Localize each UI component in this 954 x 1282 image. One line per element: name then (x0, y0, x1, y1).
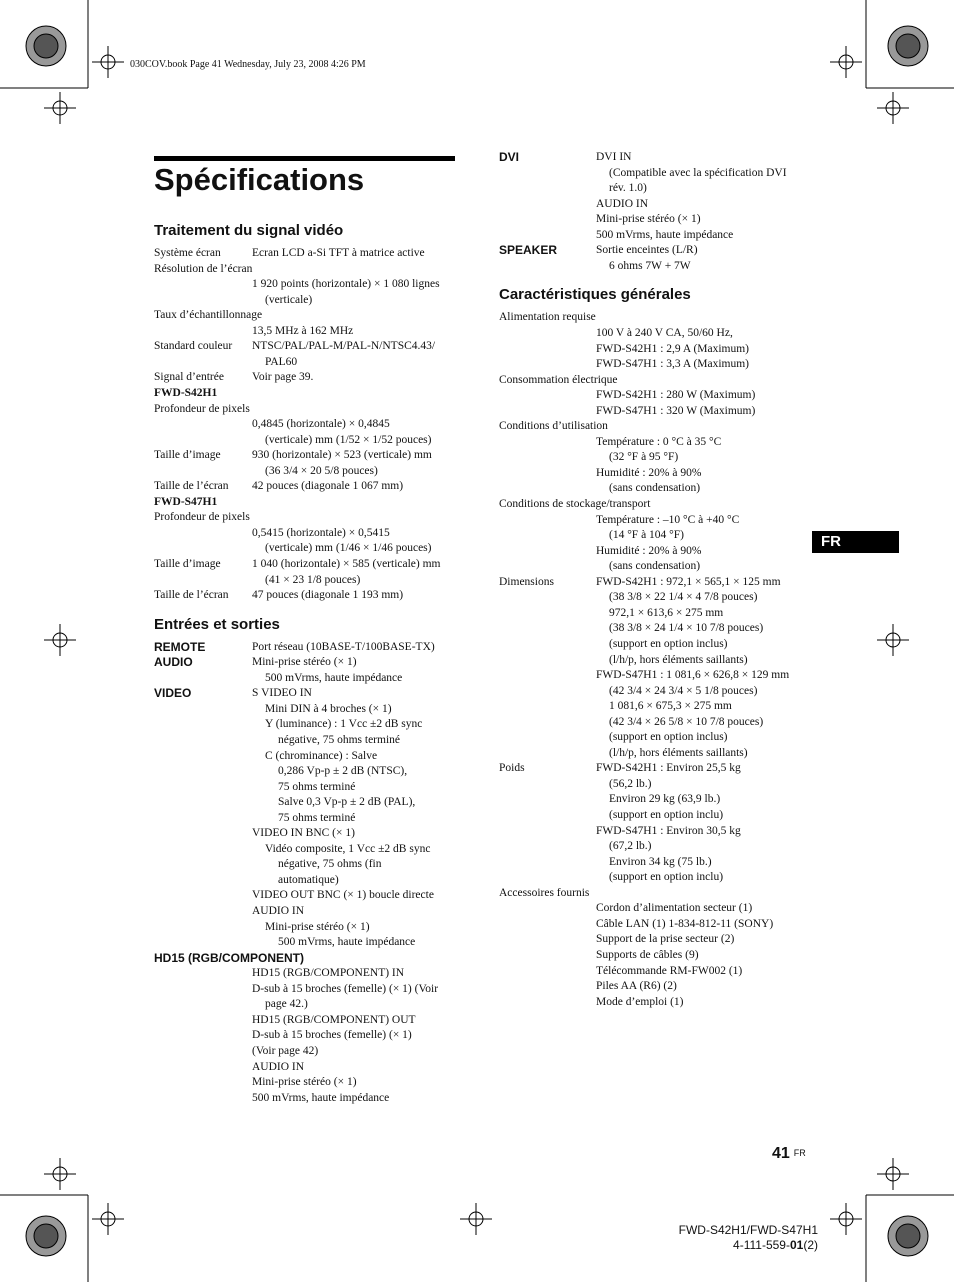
spec-text: (sans condensation) (609, 560, 701, 573)
spec-text: (Compatible avec la spécification DVI (609, 166, 787, 179)
spec-text: (56,2 lb.) (609, 777, 652, 790)
spec-text: AUDIO IN (252, 905, 305, 917)
spec-text: (41 × 23 1/8 pouces) (265, 573, 361, 586)
spec-value: Mini-prise stéréo (× 1) (252, 656, 357, 669)
spec-text: Humidité : 20% à 90% (596, 466, 702, 479)
spec-text: FWD-S42H1 : 2,9 A (Maximum) (596, 342, 750, 355)
spec-text: 13,5 MHz à 162 MHz (252, 324, 354, 337)
spec-text: Mini-prise stéréo (× 1) (252, 1076, 357, 1089)
language-tab (812, 531, 899, 553)
spec-text: Support de la prise secteur (2) (596, 933, 735, 946)
spec-label: DVI (499, 150, 520, 164)
section-heading: Traitement du signal vidéo (154, 222, 344, 239)
footer-code-bold: 01 (789, 1238, 804, 1252)
spec-label: Dimensions (499, 575, 554, 588)
spec-text: D-sub à 15 broches (femelle) (× 1) (252, 1029, 412, 1042)
spec-text: (l/h/p, hors éléments saillants) (609, 746, 748, 759)
spec-label: Standard couleur (154, 340, 233, 353)
spec-text: (l/h/p, hors éléments saillants) (609, 653, 748, 666)
spec-text: Environ 29 kg (63,9 lb.) (609, 793, 721, 806)
page-title: Spécifications (154, 162, 365, 197)
spec-label: Taille de l’écran (154, 480, 229, 493)
spec-text: (36 3/4 × 20 5/8 pouces) (265, 464, 378, 477)
spec-text: Profondeur de pixels (154, 511, 250, 524)
spec-text: page 42.) (265, 998, 308, 1011)
spec-value: 47 pouces (diagonale 1 193 mm) (252, 589, 404, 602)
spec-text: Conditions d’utilisation (499, 420, 608, 433)
spec-text: Y (luminance) : 1 Vcc ±2 dB sync (265, 718, 423, 731)
spec-value: 42 pouces (diagonale 1 067 mm) (252, 480, 404, 493)
spec-text: (38 3/8 × 22 1/4 × 4 7/8 pouces) (609, 591, 758, 604)
spec-text: AUDIO IN (252, 1060, 305, 1073)
spec-text: (verticale) (265, 293, 313, 306)
spec-value: 930 (horizontale) × 523 (verticale) mm (252, 449, 432, 462)
spec-text: (42 3/4 × 26 5/8 × 10 7/8 pouces) (609, 715, 764, 728)
spec-text: Mini-prise stéréo (× 1) (596, 213, 701, 226)
spec-value: FWD-S42H1 : 972,1 × 565,1 × 125 mm (596, 575, 781, 588)
spec-text: (Voir page 42) (252, 1044, 319, 1057)
spec-text: (support en option inclu) (609, 871, 724, 884)
spec-label: Système écran (154, 247, 221, 259)
spec-text: (verticale) mm (1/46 × 1/46 pouces) (265, 542, 432, 555)
spec-label: SPEAKER (499, 243, 558, 258)
title-rule (154, 156, 455, 161)
spec-text: Télécommande RM-FW002 (1) (596, 964, 743, 977)
spec-text: 1 081,6 × 675,3 × 275 mm (609, 700, 732, 713)
spec-text: Supports de câbles (9) (596, 948, 699, 961)
spec-label: HD15 (RGB/COMPONENT) (154, 950, 305, 965)
spec-text: (sans condensation) (609, 482, 701, 495)
spec-text: 0,5415 (horizontale) × 0,5415 (252, 526, 390, 539)
spec-value: Voir page 39. (252, 371, 314, 384)
spec-text: 0,4845 (horizontale) × 0,4845 (252, 418, 390, 431)
spec-text: Consommation électrique (499, 373, 618, 386)
spec-text: Environ 34 kg (75 lb.) (609, 855, 712, 868)
spec-text: Résolution de l’écran (154, 262, 253, 275)
spec-text: PAL60 (265, 355, 298, 368)
model-subheading: FWD-S47H1 (154, 495, 218, 508)
spec-text: Mini-prise stéréo (× 1) (265, 920, 370, 933)
spec-label: Signal d’entrée (154, 371, 224, 384)
spec-text: (verticale) mm (1/52 × 1/52 pouces) (265, 433, 432, 446)
spec-text: Conditions de stockage/transport (499, 498, 651, 510)
spec-text: HD15 (RGB/COMPONENT) OUT (252, 1013, 416, 1026)
spec-value: Sortie enceintes (L/R) (596, 244, 698, 257)
spec-text: Température : –10 °C à +40 °C (596, 513, 740, 526)
footer-code-prefix: 4-111-559- (733, 1238, 790, 1252)
spec-label: Taille de l’écran (154, 589, 229, 602)
section-heading: Entrées et sorties (154, 615, 280, 633)
spec-line (154, 386, 217, 401)
language-tab-label: FR (821, 533, 841, 550)
spec-label: Taille d’image (154, 558, 221, 570)
spec-text: Température : 0 °C à 35 °C (596, 435, 722, 448)
model-subheading: FWD-S42H1 (154, 386, 218, 399)
spec-text: 972,1 × 613,6 × 275 mm (609, 606, 724, 619)
spec-text: Mode d’emploi (1) (596, 995, 684, 1008)
spec-text: FWD-S47H1 : 3,3 A (Maximum) (596, 358, 750, 371)
spec-text: Câble LAN (1) 1-834-812-11 (SONY) (596, 917, 774, 930)
spec-text: 75 ohms terminé (278, 811, 356, 824)
spec-text: négative, 75 ohms terminé (278, 733, 400, 746)
spec-text: 1 920 points (horizontale) × 1 080 lignes (252, 278, 440, 291)
spec-text: rév. 1.0) (609, 182, 647, 195)
spec-text: négative, 75 ohms (fin (278, 858, 382, 871)
section-heading: Caractéristiques générales (499, 286, 691, 304)
spec-text: C (chrominance) : Salve (265, 749, 378, 762)
spec-text: Alimentation requise (499, 311, 596, 324)
spec-text: VIDEO OUT BNC (× 1) boucle directe (252, 889, 434, 902)
spec-line (154, 951, 304, 967)
spec-text: Humidité : 20% à 90% (596, 544, 702, 557)
footer-code-suffix: (2) (803, 1238, 818, 1252)
spec-text: AUDIO IN (596, 197, 649, 210)
spec-value: FWD-S42H1 : Environ 25,5 kg (596, 762, 741, 775)
spec-text: FWD-S47H1 : Environ 30,5 kg (596, 824, 741, 837)
spec-value: Port réseau (10BASE-T/100BASE-TX) (252, 640, 435, 653)
spec-text: (67,2 lb.) (609, 840, 652, 853)
spec-text: FWD-S42H1 : 280 W (Maximum) (596, 389, 756, 402)
spec-text: Vidéo composite, 1 Vcc ±2 dB sync (265, 842, 431, 855)
spec-text: Taux d’échantillonnage (154, 309, 263, 322)
spec-text: (42 3/4 × 24 3/4 × 5 1/8 pouces) (609, 684, 758, 697)
spec-label: REMOTE (154, 639, 206, 654)
spec-text: Salve 0,3 Vp-p ± 2 dB (PAL), (278, 796, 416, 809)
spec-text: FWD-S47H1 : 320 W (Maximum) (596, 404, 756, 417)
spec-text: 500 mVrms, haute impédance (278, 936, 416, 949)
spec-label: AUDIO (154, 655, 193, 670)
spec-text: 500 mVrms, haute impédance (265, 671, 403, 684)
spec-text: (32 °F à 95 °F) (609, 451, 679, 464)
page-number-value: 41 (772, 1145, 790, 1162)
spec-label: Taille d’image (154, 449, 221, 462)
spec-text: HD15 (RGB/COMPONENT) IN (252, 967, 405, 980)
spec-value: S VIDEO IN (252, 687, 312, 700)
spec-line (154, 495, 217, 510)
spec-text: 6 ohms 7W + 7W (609, 259, 691, 272)
spec-text: Accessoires fournis (499, 886, 590, 899)
spec-value: Ecran LCD a-Si TFT à matrice active (252, 247, 425, 259)
spec-text: 500 mVrms, haute impédance (596, 228, 734, 241)
spec-text: Mini DIN à 4 broches (× 1) (265, 702, 392, 715)
spec-text: D-sub à 15 broches (femelle) (× 1) (Voir (252, 982, 439, 995)
spec-text: (38 3/8 × 24 1/4 × 10 7/8 pouces) (609, 622, 764, 635)
spec-text: (support en option inclu) (609, 809, 724, 821)
page-number (772, 1145, 806, 1163)
footer-code (733, 1238, 818, 1252)
spec-text: automatique) (278, 873, 339, 886)
spec-text: VIDEO IN BNC (× 1) (252, 827, 355, 840)
spec-text: 75 ohms terminé (278, 780, 356, 793)
file-info-header: 030COV.book Page 41 Wednesday, July 23, 2008 4:26 PM (130, 59, 366, 70)
spec-text: 0,286 Vp-p ± 2 dB (NTSC), (278, 765, 408, 778)
spec-text: Piles AA (R6) (2) (596, 980, 677, 993)
spec-value: NTSC/PAL/PAL-M/PAL-N/NTSC4.43/ (252, 340, 436, 353)
spec-text: Cordon d’alimentation secteur (1) (596, 902, 753, 915)
page-number-suffix: FR (793, 1148, 806, 1158)
footer-model: FWD-S42H1/FWD-S47H1 (678, 1223, 818, 1237)
spec-label: Poids (499, 762, 525, 775)
spec-value: DVI IN (596, 151, 632, 163)
spec-value: 1 040 (horizontale) × 585 (verticale) mm (252, 558, 441, 570)
spec-text: (14 °F à 104 °F) (609, 529, 685, 542)
spec-text: 100 V à 240 V CA, 50/60 Hz, (596, 326, 733, 339)
spec-text: 500 mVrms, haute impédance (252, 1091, 390, 1104)
spec-text: FWD-S47H1 : 1 081,6 × 626,8 × 129 mm (596, 669, 790, 682)
spec-text: (support en option inclus) (609, 731, 728, 744)
spec-text: Profondeur de pixels (154, 402, 250, 415)
spec-text: (support en option inclus) (609, 637, 728, 650)
spec-label: VIDEO (154, 686, 192, 701)
